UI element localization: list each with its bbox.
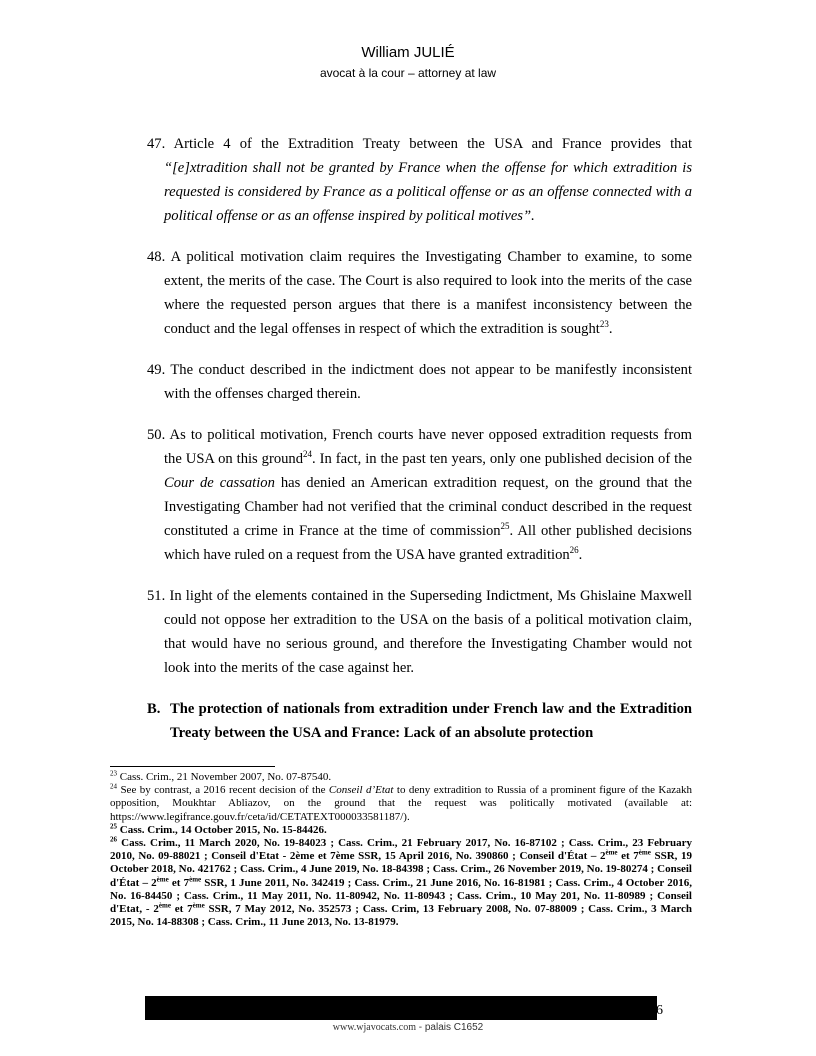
footnote-separator — [110, 766, 275, 767]
paragraph-text: . In fact, in the past ten years, only one published decision of the — [312, 451, 692, 467]
paragraph-text: As to political motivation, French courts have never opposed extradition requests from the USA on this ground — [164, 427, 693, 467]
footnote-number: 25 — [110, 822, 117, 831]
paragraph-text: Article 4 of the Extradition Treaty between the USA and France provides that — [173, 136, 692, 152]
footnote-text: SSR, 19 October 2018, No. 421762 ; Cass. Crim., 4 June 2019, No. 18-84398 ; Cass. Crim., 26 November 2019, No. 19-80274 ; Conseil d'État – 2 — [110, 850, 693, 889]
paragraph-text: . — [578, 547, 583, 563]
paragraph-text: In light of the elements contained in the Superseding Indictment, Ms Ghislaine Maxwell could not oppose her extradition to the USA on the basis of a political motivation claim, that would have no serious ground, and therefore the Investigating Chamber would not look into the merits of the case against her. — [164, 588, 692, 676]
footnote-ref[interactable]: 26 — [569, 545, 579, 556]
author-name: William JULIÉ — [361, 44, 455, 61]
footer-bar — [145, 996, 657, 1020]
footnote-text: SSR, 7 May 2012, No. 352573 ; Cass. Crim, 13 February 2008, No. 07-88009 ; Cass. Crim., 3 March 2015, No. 14-88308 ; Cass. Crim., 11 June 2013, No. 13-81979. — [110, 903, 693, 929]
paragraph-number: 48. — [147, 249, 166, 265]
court-name: Conseil d’Etat — [328, 784, 394, 797]
ordinal-suffix: ème — [158, 901, 171, 910]
footer-palais: palais C1652 — [424, 1022, 484, 1033]
footnote-text: See by contrast, a 2016 recent decision of the — [117, 784, 329, 797]
paragraph-text: . — [608, 321, 613, 337]
ordinal-suffix: ème — [638, 848, 651, 857]
ordinal-suffix: ème — [156, 874, 169, 883]
footnote-text: et 7 — [168, 876, 190, 889]
footnote-26 — [110, 837, 692, 929]
footnote-ref[interactable]: 25 — [500, 521, 510, 532]
ordinal-suffix: ème — [189, 874, 202, 883]
footnote-text: et 7 — [170, 903, 193, 916]
treaty-quote: “[e]xtradition shall not be granted by France when the offense for which extradition is requested is considered by France as a political offense or as an offense connected with a political offense or as an offense inspired by political motives”. — [164, 160, 692, 224]
paragraph-text: A political motivation claim requires the Investigating Chamber to examine, to some extent, the merits of the case. The Court is also required to look into the merits of the case where the requested person argues that there is a manifest inconsistency between the conduct and the legal offenses in respect of which the extradition is sought — [164, 249, 693, 337]
footnote-24 — [110, 784, 692, 824]
footnote-ref[interactable]: 23 — [599, 319, 609, 330]
footnote-text: Cass. Crim., 14 October 2015, No. 15-84426. — [117, 823, 327, 836]
footer-text — [0, 1022, 816, 1033]
paragraph-50 — [147, 423, 692, 567]
document-body — [147, 132, 692, 745]
author-subtitle: avocat à la cour – attorney at law — [319, 66, 497, 80]
ordinal-suffix: ème — [192, 901, 205, 910]
paragraph-51 — [147, 584, 692, 680]
footnote-25 — [110, 824, 692, 837]
footer-website[interactable]: www.wjavocats.com — [332, 1022, 416, 1033]
footnote-number: 24 — [110, 782, 117, 791]
footnote-text: et 7 — [617, 850, 639, 863]
paragraph-number: 49. — [147, 362, 166, 378]
page-number: 16 — [649, 1003, 663, 1018]
paragraph-49 — [147, 358, 692, 406]
section-heading — [147, 697, 692, 745]
paragraph-number: 47. — [147, 136, 166, 152]
ordinal-suffix: ème — [605, 848, 618, 857]
paragraph-text: . All other published decisions which have ruled on a request from the USA have granted extradition — [164, 523, 692, 563]
footnote-text: Cass. Crim., 21 November 2007, No. 07-87540. — [117, 771, 332, 783]
footer-separator: - — [415, 1022, 425, 1033]
footnote-text: to deny extradition to Russia of a prominent figure of the Kazakh opposition, Moukhtar Abliazov, on the ground that the request was politically motivated (available at: https://www.legifrance.gouv.fr/ceta/id/CETATEXT000033581187/). — [110, 784, 693, 823]
footnote-text: SSR, 1 June 2011, No. 342419 ; Cass. Crim., 21 June 2016, No. 16-81981 ; Cass. Crim., 4 October 2016, No. 16-84450 ; Cass. Crim., 11 May 2011, No. 11-80942, No. 11-80943 ; Cass. Crim., 10 May 201, No. 11-80989 ; Conseil d'Etat, - 2 — [110, 876, 692, 916]
paragraph-number: 51. — [147, 588, 166, 604]
paragraph-text: The conduct described in the indictment does not appear to be manifestly inconsistent with the offenses charged therein. — [164, 362, 692, 402]
footnote-number: 26 — [110, 835, 117, 844]
court-name: Cour de cassation — [164, 475, 275, 491]
footnotes — [110, 771, 692, 929]
section-label: B. — [147, 701, 161, 717]
paragraph-number: 50. — [147, 427, 166, 443]
paragraph-47 — [147, 132, 692, 228]
section-title: The protection of nationals from extradition under French law and the Extradition Treaty between the USA and France: Lack of an absolute protection — [170, 701, 692, 741]
footnote-text: Cass. Crim., 11 March 2020, No. 19-84023 ; Cass. Crim., 21 February 2017, No. 16-87102 ; Cass. Crim., 23 February 2010, No. 09-88021 ; Conseil d'Etat - 2ème et 7ème SSR, 15 April 2016, No. 390860 ; Conseil d'État – 2 — [110, 837, 692, 863]
footnote-number: 23 — [110, 769, 117, 778]
footnote-ref[interactable]: 24 — [303, 449, 313, 460]
paragraph-text: has denied an American extradition request, on the ground that the Investigating Chamber had not verified that the criminal conduct described in the request constituted a crime in France at the time of commission — [164, 475, 692, 539]
footnote-23 — [110, 771, 692, 784]
paragraph-48 — [147, 245, 692, 341]
